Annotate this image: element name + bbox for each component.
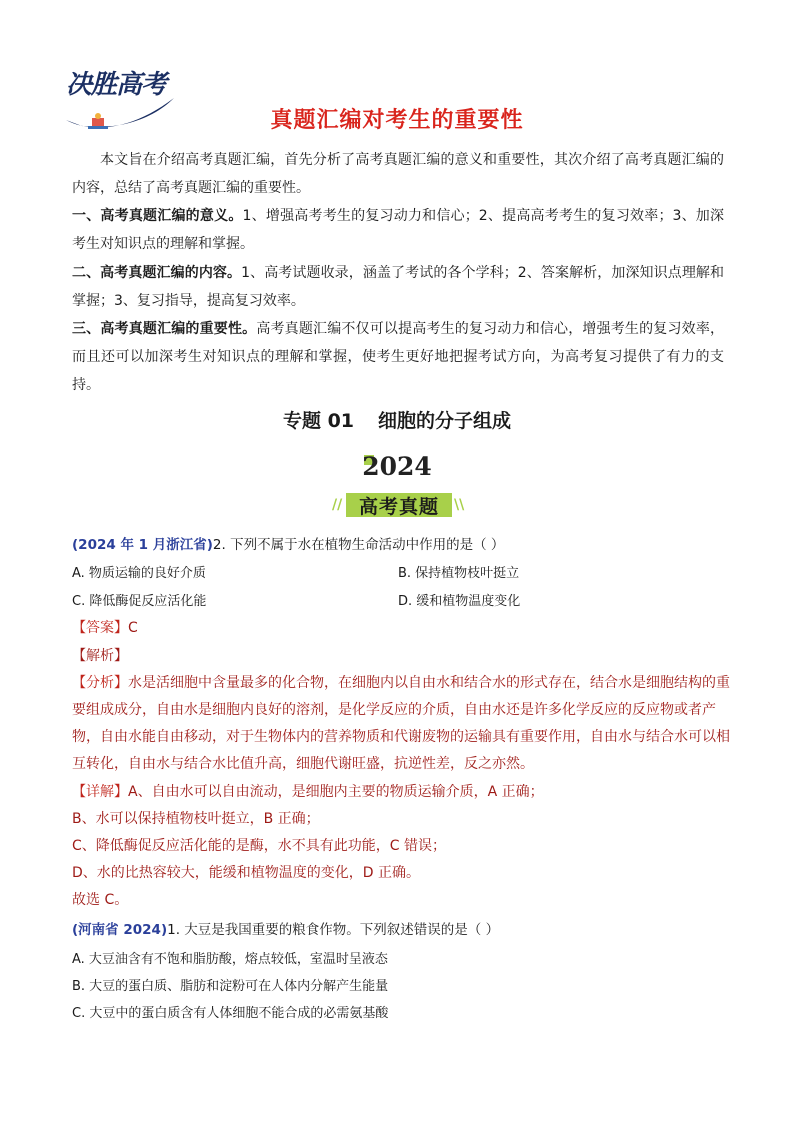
year-heading: 2024 <box>362 452 432 481</box>
banner-slash-left-icon: // <box>332 497 343 513</box>
answer-value: C <box>128 620 138 636</box>
section-3-head: 三、高考真题汇编的重要性。 <box>72 321 257 337</box>
detail-b: B、水可以保持植物枝叶挺立，B 正确； <box>72 811 320 827</box>
section-1-body: 1、增强高考考生的复习动力和信心；2、提高高考考生的复习效率；3、加深考生对知识点的理解和掌握。 <box>72 208 724 252</box>
question-2-stem <box>72 920 499 940</box>
question-1-option-a: A. 物质运输的良好介质 <box>72 566 206 581</box>
topic-title <box>0 406 794 433</box>
banner-text: 高考真题 <box>358 496 439 518</box>
analysis-paragraph <box>72 670 732 778</box>
fenxi-tag: 【分析】 <box>72 675 128 691</box>
section-2 <box>72 259 724 315</box>
section-2-body: 1、高考试题收录，涵盖了考试的各个学科；2、答案解析，加深知识点理解和掌握；3、复习指导，提高复习效率。 <box>72 265 725 309</box>
question-2-text: 1. 大豆是我国重要的粮食作物。下列叙述错误的是（ ） <box>167 922 500 938</box>
question-2-source: (河南省 2024) <box>72 922 168 938</box>
question-1-option-d: D. 缓和植物温度变化 <box>398 594 521 609</box>
detail-tag: 【详解】 <box>72 784 128 800</box>
question-1-source: (2024 年 1 月浙江省) <box>72 537 213 553</box>
question-1-answer <box>72 615 732 642</box>
question-2-option-a: A. 大豆油含有不饱和脂肪酸，熔点较低，室温时呈液态 <box>72 952 388 967</box>
section-2-head: 二、高考真题汇编的内容。 <box>72 265 242 281</box>
answer-tag: 【答案】 <box>72 620 128 636</box>
page-title: 真题汇编对考生的重要性 <box>270 108 524 133</box>
fenxi-text: 水是活细胞中含量最多的化合物，在细胞内以自由水和结合水的形式存在，结合水是细胞结构的重要组成成分，自由水是细胞内良好的溶剂，是化学反应的介质，自由水还是许多化学反应的反应物或者产物，自由水能自由移动，对于生物体内的营养物质和代谢废物的运输具有重要作用，自由水与结合水可以相互转化，自由水与结合水比值升高，细胞代谢旺盛，抗逆性差，反之亦然。 <box>72 675 730 772</box>
section-1-head: 一、高考真题汇编的意义。 <box>72 208 243 224</box>
detail-a: A、自由水可以自由流动，是细胞内主要的物质运输介质，A 正确； <box>128 784 544 800</box>
detail-c: C、降低酶促反应活化能的是酶，水不具有此功能，C 错误； <box>72 838 446 854</box>
question-1-stem <box>72 535 504 555</box>
question-2-option-b: B. 大豆的蛋白质、脂肪和淀粉可在人体内分解产生能量 <box>72 979 389 994</box>
detail-d: D、水的比热容较大，能缓和植物温度的变化，D 正确。 <box>72 865 421 881</box>
topic-name: 细胞的分子组成 <box>378 410 512 432</box>
exam-banner <box>332 489 466 521</box>
banner-slash-right-icon: \\ <box>454 497 465 513</box>
intro-paragraph: 本文旨在介绍高考真题汇编，首先分析了高考真题汇编的意义和重要性，其次介绍了高考真题汇编的内容，总结了高考真题汇编的重要性。 <box>72 152 724 196</box>
analysis-tag: 【解析】 <box>72 648 128 664</box>
logo-text: 决胜高考 <box>66 70 167 100</box>
question-1-text: 2. 下列不属于水在植物生命活动中作用的是（ ） <box>212 537 505 553</box>
conclusion: 故选 C。 <box>72 892 129 908</box>
topic-label: 专题 01 <box>282 410 355 432</box>
question-2-option-c: C. 大豆中的蛋白质含有人体细胞不能合成的必需氨基酸 <box>72 1006 389 1021</box>
question-1-option-b: B. 保持植物枝叶挺立 <box>398 566 520 581</box>
question-1-option-c: C. 降低酶促反应活化能 <box>72 594 207 609</box>
detail-line-1 <box>72 779 732 806</box>
section-1 <box>72 202 724 258</box>
section-3-body: 高考真题汇编不仅可以提高考生的复习动力和信心，增强考生的复习效率，而且还可以加深考生对知识点的理解和掌握，使考生更好地把握考试方向，为高考复习提供了有力的支持。 <box>72 321 724 393</box>
section-3 <box>72 315 724 399</box>
